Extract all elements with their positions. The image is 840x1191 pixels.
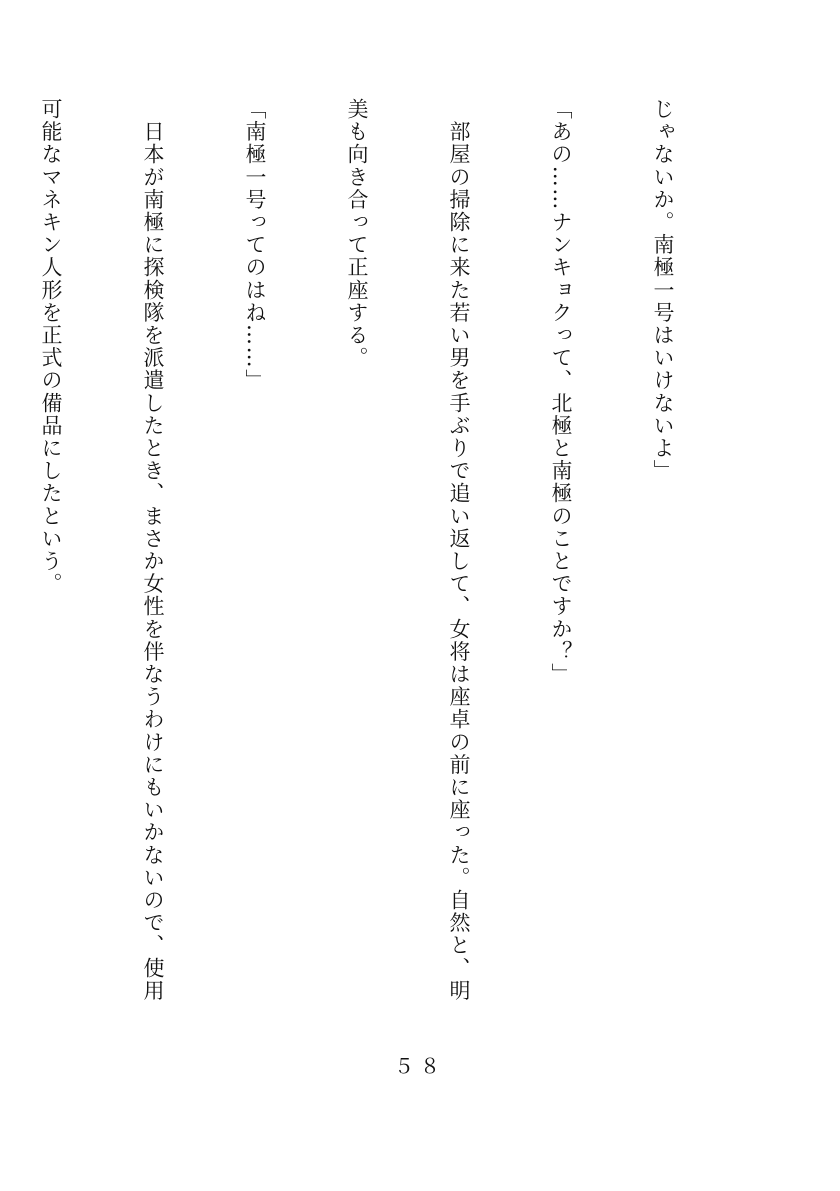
text-line: 可能なマネキン人形を正式の備品にしたという。 — [39, 98, 63, 596]
page-number: ５８ — [394, 1054, 446, 1078]
text-line: 「あの……ナンキョクって、北極と南極のことですか？」 — [549, 98, 573, 686]
text-line: 美も向き合って正座する。 — [345, 98, 369, 370]
text-line: 「南極一号ってのはね……」 — [243, 98, 267, 392]
text-line: 日本が南極に探検隊を派遣したとき、まさか女性を伴なうわけにもいかないので、使用 — [141, 98, 165, 1002]
vertical-text-body — [39, 98, 748, 1018]
text-line: 部屋の掃除に来た若い男を手ぶりで追い返して、女将は座卓の前に座った。自然と、明 — [447, 98, 471, 1002]
text-line: じゃないか。南極一号はいけないよ」 — [651, 98, 675, 483]
